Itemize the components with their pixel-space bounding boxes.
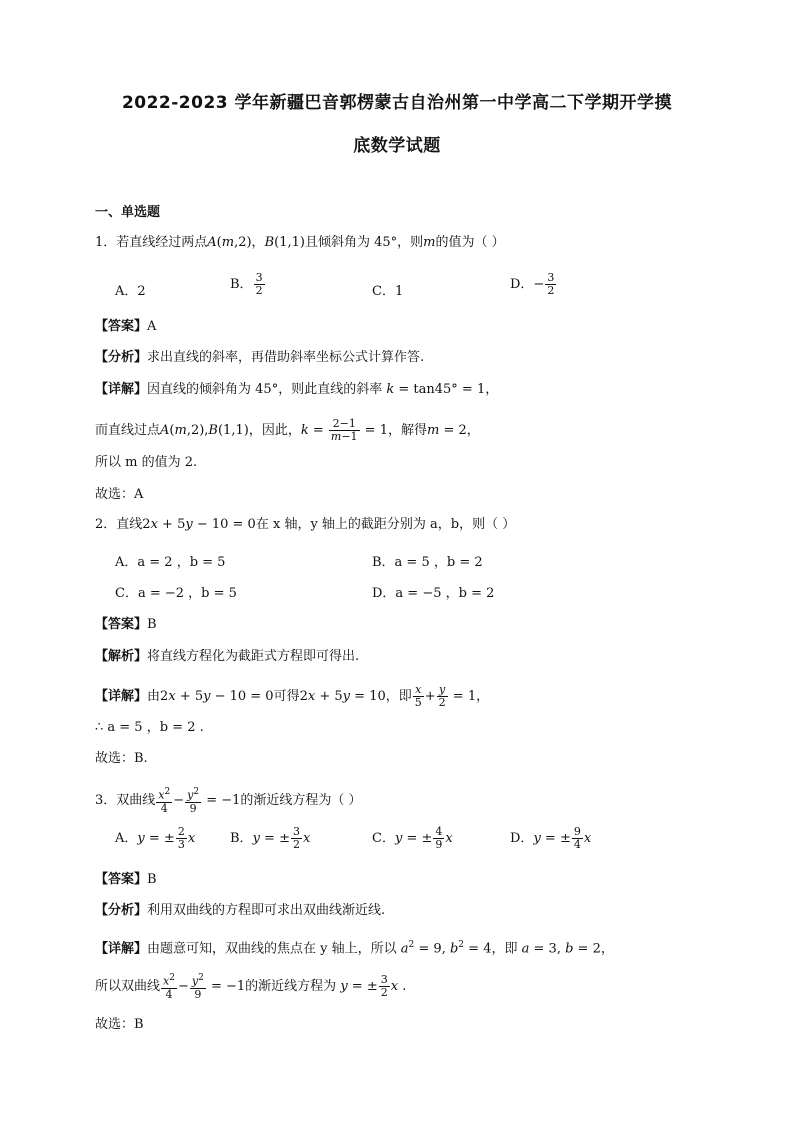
q2-option-c: C．a = −2 ，b = 5 xyxy=(115,586,237,601)
q3-option-b: B．y = ± $\frac{3}{2}$ x xyxy=(230,825,311,851)
q3-detail-1: 【详解】由题意可知，双曲线的焦点在 y 轴上，所以 $a^2 = 9$, $b^2 = 4$，即 a = 3, b = 2， xyxy=(95,940,614,957)
page-title-line1: 2022-2023 学年新疆巴音郭楞蒙古自治州第一中学高二下学期开学摸 xyxy=(121,93,673,113)
section-heading: 一、单选题 xyxy=(95,205,161,220)
q3-option-c: C．y = ± $\frac{4}{9}$ x xyxy=(372,825,453,851)
q2-explain: 【解析】将直线方程化为截距式方程即可得出. xyxy=(95,649,360,664)
q1-option-d: D．− $\frac{3}{2}$ xyxy=(510,271,555,297)
q3-answer: 【答案】B xyxy=(95,872,157,887)
q2-option-a: A．a = 2 ，b = 5 xyxy=(115,555,226,570)
q2-detail-2: ∴ a = 5 ，b = 2 . xyxy=(95,720,204,735)
q2-option-d: D．a = −5 ，b = 2 xyxy=(372,586,495,601)
q3-analysis: 【分析】利用双曲线的方程即可求出双曲线渐近线. xyxy=(95,903,386,918)
q3-detail-2: 所以双曲线 $\frac{x^2}{4}$ − $\frac{y^2}{9}$ = −1的渐近线方程为 y = ± $\frac{3}{2}$ x . xyxy=(95,972,407,1001)
q3-stem: 3．双曲线 $\frac{x^2}{4}$ − $\frac{y^2}{9}$ = −1的渐近线方程为（ ） xyxy=(95,787,362,815)
q2-stem: 2．直线2x + 5y − 10 = 0在 x 轴，y 轴上的截距分别为 a，b，则（ ） xyxy=(95,517,516,532)
q1-option-a: A．2 xyxy=(115,284,146,299)
q1-analysis: 【分析】求出直线的斜率，再借助斜率坐标公式计算作答. xyxy=(95,350,425,365)
q1-detail-3: 所以 m 的值为 2. xyxy=(95,455,198,470)
q1-detail-2: 而直线过点A(m,2),B(1,1)，因此，k = $\frac{2-1}{m-1}$ = 1，解得m = 2， xyxy=(95,417,480,443)
q3-option-a: A．y = ± $\frac{2}{3}$ x xyxy=(115,825,196,851)
q2-option-b: B．a = 5 ，b = 2 xyxy=(372,555,483,570)
q1-choice: 故选：A xyxy=(95,487,144,502)
q3-choice: 故选：B xyxy=(95,1017,144,1032)
q1-answer: 【答案】A xyxy=(95,319,157,334)
q3-option-d: D．y = ± $\frac{9}{4}$ x xyxy=(510,825,592,851)
q2-detail-1: 【详解】由2x + 5y − 10 = 0可得2x + 5y = 10，即 $\frac{x}{5}$ + $\frac{y}{2}$ = 1， xyxy=(95,683,490,709)
q1-detail-1: 【详解】因直线的倾斜角为 45°，则此直线的斜率 k = tan45° = 1， xyxy=(95,382,499,397)
q1-option-b: B． $\frac{3}{2}$ xyxy=(230,271,263,297)
q1-option-c: C．1 xyxy=(372,284,404,299)
page-title-line2: 底数学试题 xyxy=(353,136,441,156)
q2-choice: 故选：B. xyxy=(95,751,148,766)
q2-answer: 【答案】B xyxy=(95,617,157,632)
q1-stem: 1．若直线经过两点A(m,2)，B(1,1)且倾斜角为 45°，则m的值为（ ） xyxy=(95,235,505,250)
